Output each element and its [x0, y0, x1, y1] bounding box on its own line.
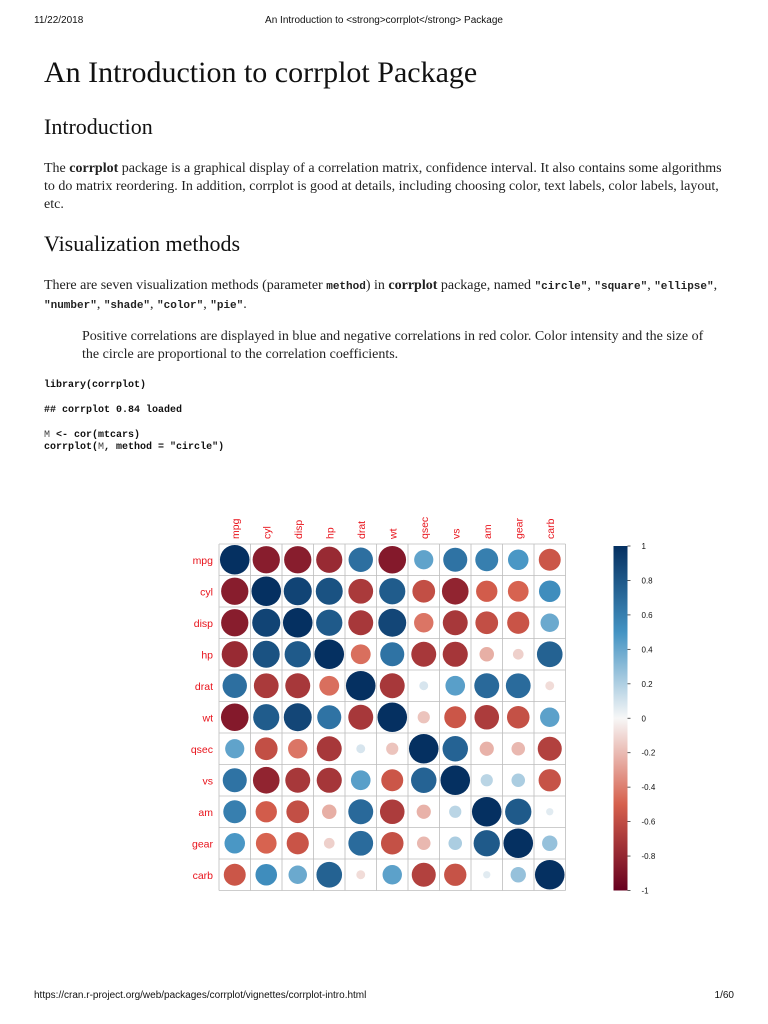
- code-var-m: M: [44, 430, 51, 441]
- corr-circle-gear-mpg: [224, 833, 245, 854]
- col-label-gear: gear: [513, 517, 526, 539]
- row-label-hp: hp: [201, 649, 213, 662]
- corr-circle-cyl-wt: [379, 578, 405, 604]
- col-label-drat: drat: [355, 520, 368, 539]
- sep: ,: [713, 278, 718, 293]
- corr-circle-mpg-qsec: [414, 550, 433, 569]
- corr-circle-carb-mpg: [224, 864, 246, 886]
- col-label-mpg: mpg: [229, 518, 242, 539]
- corr-circle-disp-cyl: [252, 609, 280, 637]
- corr-circle-am-cyl: [256, 801, 277, 822]
- corr-circle-drat-wt: [380, 673, 405, 698]
- sep: ,: [647, 278, 655, 293]
- section-heading-visualization: Visualization methods: [44, 231, 241, 256]
- corr-circle-qsec-vs: [443, 736, 468, 761]
- corr-circle-disp-drat: [348, 610, 373, 635]
- corr-circle-cyl-carb: [539, 580, 561, 602]
- corr-circle-drat-drat: [346, 671, 376, 701]
- legend-tick-label: -0.2: [641, 748, 656, 758]
- corr-circle-hp-vs: [443, 642, 468, 667]
- corr-circle-qsec-qsec: [409, 734, 439, 764]
- corr-circle-cyl-cyl: [251, 576, 281, 606]
- corr-circle-mpg-hp: [316, 547, 342, 573]
- legend-tick-label: 0.4: [641, 645, 653, 655]
- corr-circle-carb-carb: [535, 860, 565, 890]
- corr-circle-vs-cyl: [253, 767, 280, 794]
- color-legend-bar: [614, 546, 628, 891]
- code-arg-corrplot: (corrplot): [86, 380, 147, 391]
- corr-circle-vs-qsec: [411, 768, 436, 793]
- corr-circle-cyl-disp: [284, 577, 312, 605]
- legend-tick-label: -0.4: [641, 783, 656, 793]
- corr-circle-carb-hp: [316, 862, 342, 888]
- corr-circle-am-drat: [348, 799, 373, 824]
- row-label-carb: carb: [192, 869, 213, 882]
- sep: ,: [587, 278, 595, 293]
- footer-url: https://cran.r-project.org/web/packages/corrplot/vignettes/corrplot-intro.html: [34, 990, 367, 1001]
- row-label-qsec: qsec: [190, 743, 213, 756]
- corr-circle-mpg-drat: [349, 548, 373, 572]
- row-label-wt: wt: [202, 712, 213, 725]
- corr-circle-carb-vs: [444, 864, 466, 886]
- corr-circle-gear-drat: [348, 831, 373, 856]
- corr-circle-gear-hp: [324, 838, 335, 849]
- corr-circle-am-hp: [322, 805, 337, 820]
- corr-circle-disp-am: [475, 611, 498, 634]
- corr-circle-wt-am: [474, 705, 499, 730]
- corr-circle-hp-disp: [285, 641, 311, 667]
- print-date: 11/22/2018: [34, 15, 84, 26]
- row-label-mpg: mpg: [192, 554, 213, 567]
- code-output: ## corrplot 0.84 loaded: [44, 405, 183, 416]
- corr-circle-carb-gear: [511, 867, 526, 882]
- corr-circle-am-disp: [286, 800, 309, 823]
- legend-tick-label: -0.6: [641, 817, 656, 827]
- period: .: [243, 297, 247, 312]
- corr-circle-mpg-mpg: [220, 545, 250, 575]
- method-ellipse: "ellipse": [654, 281, 714, 293]
- corr-circle-drat-carb: [545, 681, 554, 690]
- col-label-hp: hp: [324, 527, 337, 539]
- corr-circle-vs-vs: [440, 765, 470, 795]
- corr-circle-cyl-vs: [442, 578, 469, 605]
- corr-circle-hp-carb: [537, 641, 563, 667]
- section-heading-introduction: Introduction: [44, 114, 153, 139]
- corr-circle-vs-carb: [539, 769, 561, 791]
- corr-circle-am-gear: [505, 799, 531, 825]
- corrplot-chart: [180, 505, 656, 915]
- corr-circle-disp-qsec: [414, 613, 433, 632]
- page-title: An Introduction to corrplot Package: [44, 56, 478, 89]
- corr-circle-disp-carb: [541, 614, 560, 633]
- row-label-gear: gear: [191, 838, 213, 851]
- col-label-am: am: [481, 524, 494, 539]
- corr-circle-cyl-drat: [348, 579, 373, 604]
- corr-circle-drat-qsec: [419, 681, 428, 690]
- corr-circle-qsec-drat: [356, 744, 365, 753]
- corr-circle-disp-gear: [507, 612, 529, 634]
- corr-circle-cyl-hp: [316, 578, 343, 605]
- col-label-qsec: qsec: [418, 516, 431, 539]
- corr-circle-qsec-cyl: [255, 737, 278, 760]
- intro-text-rest: package is a graphical display of a correlation matrix, confidence interval. It also contains some algorithms to do matrix reordering. In addition, corrplot is good at details, including choosing color, text labels, color labels, layout, etc.: [44, 161, 722, 212]
- method-number: "number": [44, 300, 97, 312]
- footer-page-number: 1/60: [714, 990, 734, 1001]
- vis-corrplot-bold: corrplot: [388, 278, 438, 293]
- corr-circle-vs-gear: [511, 773, 525, 787]
- code-method-arg: , method = "circle"): [104, 442, 225, 453]
- corr-circle-qsec-wt: [386, 743, 398, 755]
- corr-circle-vs-hp: [317, 768, 342, 793]
- corr-circle-disp-disp: [283, 608, 313, 638]
- corr-circle-am-qsec: [417, 805, 431, 819]
- code-assign-cor: <- cor(mtcars): [50, 430, 141, 441]
- corr-circle-drat-vs: [445, 676, 465, 696]
- corr-circle-am-wt: [380, 799, 405, 824]
- corr-circle-mpg-am: [475, 548, 498, 571]
- method-square: "square": [594, 281, 648, 293]
- col-label-cyl: cyl: [261, 526, 274, 539]
- sep: ,: [203, 297, 211, 312]
- corr-circle-cyl-am: [476, 581, 497, 602]
- intro-paragraph: [44, 160, 734, 214]
- col-label-carb: carb: [544, 518, 557, 539]
- code-block-corrplot: [44, 430, 224, 454]
- row-label-am: am: [198, 806, 213, 819]
- corr-circle-carb-qsec: [412, 863, 436, 887]
- corr-circle-disp-hp: [316, 610, 342, 636]
- corr-circle-drat-hp: [319, 676, 339, 696]
- corr-circle-drat-disp: [285, 673, 310, 698]
- corr-circle-mpg-cyl: [253, 546, 280, 573]
- corr-circle-drat-gear: [506, 673, 531, 698]
- corr-circle-carb-disp: [289, 866, 308, 885]
- corr-circle-gear-disp: [287, 832, 309, 854]
- corr-circle-gear-wt: [381, 832, 404, 855]
- intro-corrplot-bold: corrplot: [69, 161, 119, 176]
- corr-circle-wt-gear: [507, 706, 530, 729]
- visualization-paragraph: [44, 277, 734, 315]
- corr-circle-cyl-gear: [508, 581, 529, 602]
- corr-circle-carb-am: [483, 871, 490, 878]
- corr-circle-gear-cyl: [256, 833, 277, 854]
- corr-circle-vs-mpg: [223, 768, 247, 792]
- corr-circle-hp-hp: [314, 639, 344, 669]
- legend-tick-label: -0.8: [641, 852, 656, 862]
- corr-circle-drat-mpg: [223, 674, 247, 698]
- col-label-disp: disp: [292, 519, 305, 539]
- row-label-drat: drat: [194, 680, 213, 693]
- corr-circle-wt-mpg: [221, 703, 249, 731]
- corr-circle-vs-disp: [285, 768, 310, 793]
- legend-tick-label: 0.8: [641, 576, 653, 586]
- corr-circle-qsec-gear: [511, 742, 525, 756]
- corr-circle-drat-am: [474, 673, 499, 698]
- corr-circle-gear-qsec: [417, 836, 431, 850]
- row-label-vs: vs: [202, 775, 213, 788]
- code-block-library: [44, 380, 146, 392]
- corr-circle-wt-cyl: [253, 704, 279, 730]
- corr-circle-hp-qsec: [411, 642, 436, 667]
- corr-circle-mpg-disp: [284, 546, 311, 573]
- method-circle: "circle": [534, 281, 588, 293]
- legend-tick-label: 0.2: [641, 679, 653, 689]
- corr-circle-cyl-qsec: [412, 580, 435, 603]
- corr-circle-wt-hp: [317, 705, 341, 729]
- corr-circle-vs-wt: [381, 769, 403, 791]
- corr-circle-vs-am: [481, 774, 493, 786]
- legend-tick-label: 0: [641, 714, 646, 724]
- code-fn-library: library: [44, 380, 87, 391]
- legend-tick-label: -1: [641, 886, 649, 896]
- row-label-cyl: cyl: [200, 586, 213, 599]
- corr-circle-wt-qsec: [418, 711, 430, 723]
- corr-circle-qsec-mpg: [225, 739, 244, 758]
- corr-circle-gear-vs: [448, 836, 462, 850]
- method-color: "color": [157, 300, 204, 312]
- corr-circle-qsec-disp: [288, 739, 307, 758]
- corr-circle-hp-gear: [513, 649, 524, 660]
- corr-circle-wt-wt: [377, 702, 407, 732]
- corr-circle-qsec-am: [480, 742, 494, 756]
- corr-circle-qsec-hp: [317, 736, 342, 761]
- corr-circle-hp-cyl: [253, 641, 280, 668]
- legend-tick-label: 0.6: [641, 610, 653, 620]
- corr-circle-mpg-wt: [378, 546, 406, 574]
- corr-circle-mpg-vs: [443, 548, 467, 572]
- corr-circle-vs-drat: [351, 770, 371, 790]
- corr-circle-hp-am: [480, 647, 495, 662]
- method-param-code: method: [326, 281, 366, 293]
- col-label-wt: wt: [387, 528, 400, 539]
- corr-circle-wt-carb: [540, 708, 559, 727]
- corr-circle-gear-gear: [503, 828, 533, 858]
- corr-circle-wt-vs: [444, 706, 466, 728]
- corr-circle-am-mpg: [223, 800, 246, 823]
- row-label-disp: disp: [193, 617, 213, 630]
- vis-text-2: ) in: [365, 278, 389, 293]
- corr-circle-am-am: [472, 797, 502, 827]
- corr-circle-disp-wt: [378, 609, 406, 637]
- method-pie: "pie": [210, 300, 244, 312]
- corr-circle-cyl-mpg: [221, 578, 248, 605]
- corr-circle-mpg-gear: [508, 549, 529, 570]
- vis-text-1: There are seven visualization methods (parameter: [44, 278, 327, 293]
- vis-text-3: package, named: [437, 278, 535, 293]
- corr-circle-carb-cyl: [255, 864, 277, 886]
- intro-text-start: The: [44, 161, 70, 176]
- corr-circle-wt-drat: [348, 705, 373, 730]
- corr-circle-mpg-carb: [539, 549, 561, 571]
- corr-circle-am-vs: [449, 806, 461, 818]
- sep: ,: [96, 297, 104, 312]
- corr-circle-hp-wt: [380, 642, 404, 666]
- sep: ,: [150, 297, 158, 312]
- corr-circle-drat-cyl: [254, 673, 279, 698]
- col-label-vs: vs: [450, 528, 463, 539]
- color-note-quote: Positive correlations are displayed in blue and negative correlations in red color. Color intensity and the size of the circle are proportional to the correlation coefficients.: [82, 329, 704, 362]
- corr-circle-hp-mpg: [222, 641, 248, 667]
- corr-circle-gear-am: [474, 830, 500, 856]
- code-var-m2: M: [98, 442, 105, 453]
- corr-circle-disp-mpg: [221, 609, 248, 636]
- legend-tick-label: 1: [641, 542, 646, 551]
- corr-circle-carb-drat: [356, 870, 365, 879]
- method-shade: "shade": [103, 300, 151, 312]
- print-doc-title: An Introduction to <strong>corrplot</strong> Package: [265, 15, 503, 26]
- corr-circle-carb-wt: [383, 865, 402, 884]
- code-fn-corrplot: corrplot: [44, 442, 93, 453]
- print-footer: [0, 990, 768, 1006]
- corr-circle-gear-carb: [542, 836, 557, 851]
- corr-circle-hp-drat: [351, 644, 371, 664]
- corr-circle-am-carb: [546, 808, 553, 815]
- print-header: [0, 15, 768, 31]
- corr-circle-disp-vs: [443, 610, 468, 635]
- corr-circle-qsec-carb: [538, 737, 562, 761]
- code-paren: (: [92, 442, 99, 453]
- corr-circle-wt-disp: [284, 703, 312, 731]
